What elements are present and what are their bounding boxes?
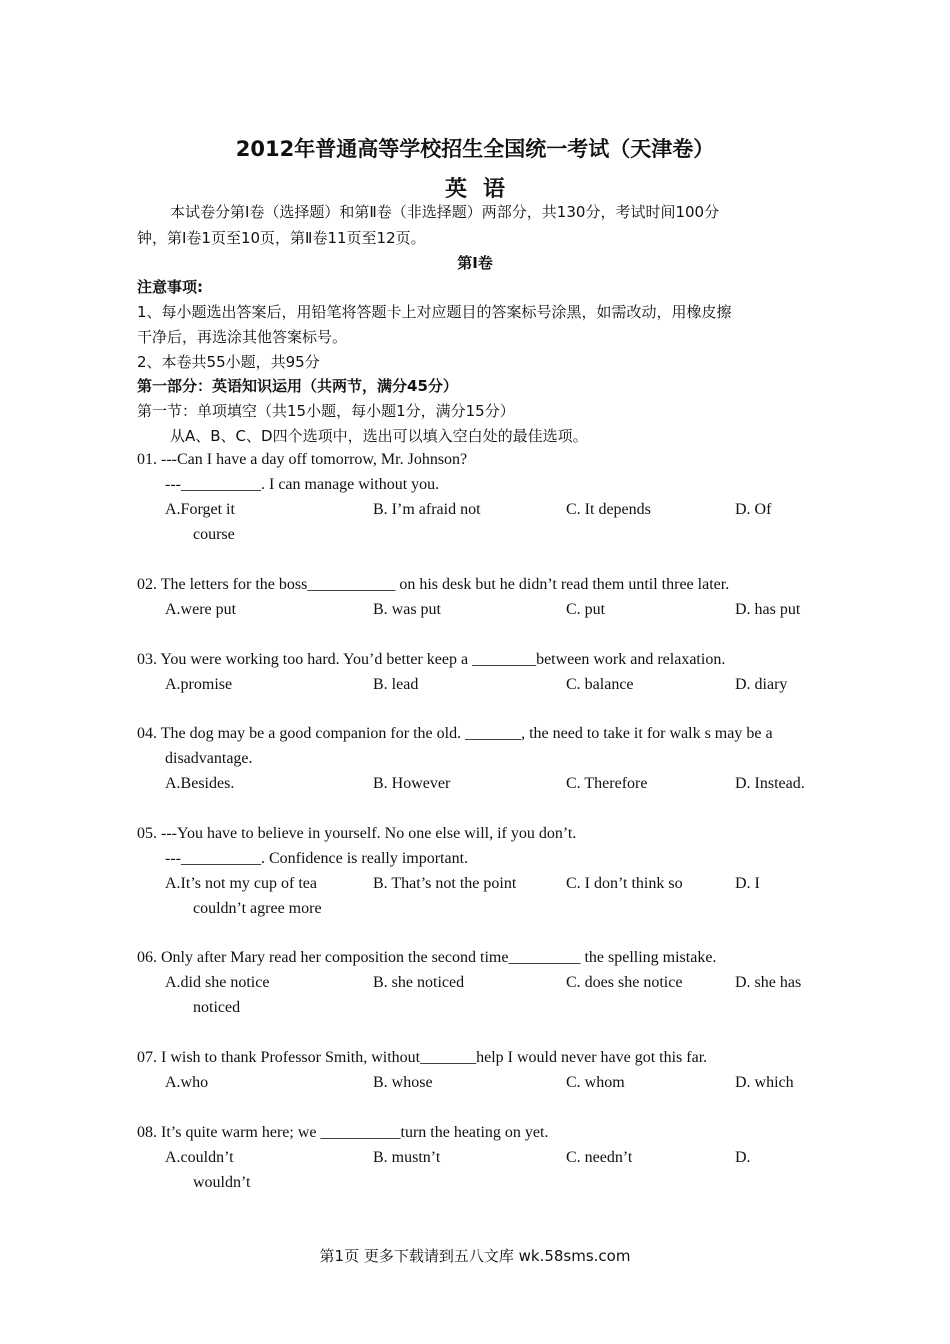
question-8-option-b: B. mustn’t [373,1149,441,1166]
question-4-line-2: disadvantage. [165,750,253,767]
question-4-option-c: C. Therefore [566,775,648,792]
question-4-option-a: A.Besides. [165,775,235,792]
question-5-line-2: ---__________. Confidence is really important. [165,850,469,867]
question-8-option-d: D. [735,1149,751,1166]
exam-title: 2012年普通高等学校招生全国统一考试（天津卷） [235,137,715,161]
question-5-option-a: A.It’s not my cup of tea [165,875,317,892]
subject-heading: 英语 [444,177,521,202]
question-2-option-a: A.were put [165,601,237,618]
question-7-stem: 07. I wish to thank Professor Smith, without_______help I would never have got this far. [137,1049,708,1066]
question-8-option-a: A.couldn’t [165,1149,234,1166]
page-footer: 第1页 更多下载请到五八文库 wk.58sms.com [319,1247,631,1265]
notes-heading: 注意事项: [137,278,203,296]
note-2: 2、本卷共55小题，共95分 [137,353,320,371]
question-8-option-c: C. needn’t [566,1149,633,1166]
question-1-stem: 01. ---Can I have a day off tomorrow, Mr. Johnson? [137,451,468,468]
question-7-option-d: D. which [735,1074,794,1091]
part-1-heading: 第一部分：英语知识运用（共两节，满分45分） [137,377,458,395]
question-1-line-2: ---__________. I can manage without you. [165,476,440,493]
question-7-option-c: C. whom [566,1074,625,1091]
question-5-stem: 05. ---You have to believe in yourself. No one else will, if you don’t. [137,825,577,842]
instruction: 从A、B、C、D四个选项中，选出可以填入空白处的最佳选项。 [170,427,588,445]
question-7-option-a: A.who [165,1074,209,1091]
question-6-option-d: D. she has [735,974,802,991]
volume-heading: 第Ⅰ卷 [457,254,493,272]
question-3-option-d: D. diary [735,676,788,693]
question-6-option-d-wrap: noticed [193,999,241,1016]
question-5-option-b: B. That’s not the point [373,875,517,892]
question-1-option-a: A.Forget it [165,501,235,518]
question-6-option-a: A.did she notice [165,974,270,991]
intro-line-2: 钟，第Ⅰ卷1页至10页，第Ⅱ卷11页至12页。 [137,229,426,247]
question-1-option-b: B. I’m afraid not [373,501,481,518]
question-5-option-d: D. I [735,875,760,892]
question-7-option-b: B. whose [373,1074,433,1091]
question-2-option-b: B. was put [373,601,441,618]
intro-line-1: 本试卷分第Ⅰ卷（选择题）和第Ⅱ卷（非选择题）两部分，共130分，考试时间100分 [170,203,720,221]
question-6-stem: 06. Only after Mary read her composition the second time_________ the spelling mistake. [137,949,717,966]
question-5-option-d-wrap: couldn’t agree more [193,900,322,917]
question-1-option-d-wrap: course [193,526,235,543]
question-1-option-c: C. It depends [566,501,651,518]
question-8-option-d-wrap: wouldn’t [193,1174,251,1191]
section-1-heading: 第一节：单项填空（共15小题，每小题1分，满分15分） [137,402,515,420]
question-4-option-b: B. However [373,775,451,792]
question-1-option-d: D. Of [735,501,772,518]
question-3-option-c: C. balance [566,676,634,693]
question-3-option-a: A.promise [165,676,233,693]
question-4-stem: 04. The dog may be a good companion for the old. _______, the need to take it for walk s may be a [137,725,773,742]
question-6-option-c: C. does she notice [566,974,683,991]
question-4-option-d: D. Instead. [735,775,805,792]
question-5-option-c: C. I don’t think so [566,875,683,892]
question-3-stem: 03. You were working too hard. You’d better keep a ________between work and relaxation. [137,651,726,668]
note-1-line-2: 干净后，再选涂其他答案标号。 [137,328,348,346]
question-2-stem: 02. The letters for the boss___________ on his desk but he didn’t read them until three later. [137,576,730,593]
question-8-stem: 08. It’s quite warm here; we __________turn the heating on yet. [137,1124,549,1141]
question-2-option-d: D. has put [735,601,801,618]
question-3-option-b: B. lead [373,676,419,693]
note-1-line-1: 1、每小题选出答案后，用铅笔将答题卡上对应题目的答案标号涂黑，如需改动，用橡皮擦 [137,303,732,321]
question-6-option-b: B. she noticed [373,974,465,991]
question-2-option-c: C. put [566,601,606,618]
